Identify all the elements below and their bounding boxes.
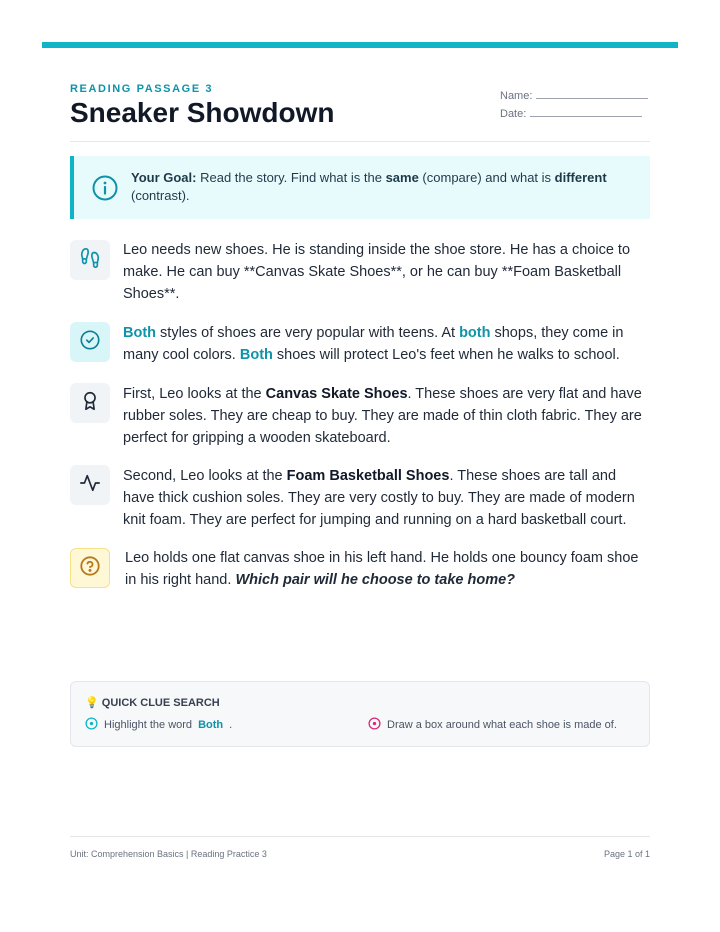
paragraph-icon-box (70, 548, 110, 588)
activity-icon (79, 472, 101, 499)
text-part: shoes will protect Leo's feet when he walks to school. (272, 347, 620, 363)
keyword-both: Both (239, 347, 273, 363)
footprints-icon (79, 247, 101, 274)
header-divider (70, 141, 650, 142)
clue-title-text: QUICK CLUE SEARCH (101, 697, 220, 709)
check-circle-icon (79, 329, 101, 356)
clue-keyword: Both (198, 719, 224, 731)
goal-callout (70, 156, 650, 219)
passage-label: READING PASSAGE 3 (70, 83, 214, 95)
question-circle-icon (79, 555, 101, 582)
paragraph-text: Leo needs new shoes. He is standing inside the shoe store. He has a choice to make. He can buy **Canvas Skate Shoes**, or he can buy **Foam Basketball Shoes**. (123, 242, 631, 302)
target-icon (368, 717, 381, 733)
footer-page: Page 1 of 1 (603, 849, 650, 859)
quick-clue-box (70, 681, 650, 747)
award-icon (79, 390, 101, 417)
text-part: . These shoes are very flat and have rubber soles. They are cheap to buy. They are made of thin cloth fabric. They are perfect for gripping a wooden skateboard. (123, 386, 642, 446)
footer-divider (70, 836, 650, 837)
lightbulb-icon: 💡 (85, 697, 99, 709)
name-label: Name: (500, 90, 533, 102)
keyword-both: Both (123, 325, 157, 341)
date-blank-line[interactable] (530, 106, 642, 117)
clue-title (85, 696, 220, 709)
paragraph-text (125, 547, 653, 591)
paragraph-text (123, 322, 651, 366)
canvas-shoes-bold: Canvas Skate Shoes (265, 386, 408, 402)
paragraph-icon-box (70, 383, 110, 423)
paragraph-icon-box (70, 240, 110, 280)
clue-item-end: . (229, 719, 233, 731)
clue-item-text: Draw a box around what each shoe is made of. (387, 719, 617, 731)
closing-question: Which pair will he choose to take home? (235, 572, 516, 588)
goal-text-part: Read the story. Find what is the (196, 170, 386, 185)
text-part: styles of shoes are very popular with teens. At (156, 325, 460, 341)
clue-item-box (368, 717, 617, 733)
paragraph-text (123, 383, 651, 449)
text-part: Leo holds one flat canvas shoe in his left hand. He holds one bouncy foam shoe in his right hand. (125, 550, 639, 588)
target-icon (85, 717, 98, 733)
text-part: First, Leo looks at the (123, 386, 266, 402)
text-part: shops, they come in many cool colors. (123, 325, 624, 363)
name-field[interactable] (500, 88, 648, 102)
clue-item-highlight (85, 717, 232, 733)
goal-text-part: (contrast). (131, 188, 190, 203)
paragraph-icon-box (70, 465, 110, 505)
footer-unit: Unit: Comprehension Basics | Reading Practice 3 (70, 849, 267, 859)
text-part: . These shoes are tall and have thick cushion soles. They are very costly to buy. They are made of modern knit foam. They are perfect for jumping and running on a hard basketball court. (123, 468, 635, 528)
goal-text-part: (compare) and what is (418, 170, 555, 185)
info-icon (92, 175, 118, 206)
clue-item-text: Highlight the word (104, 719, 193, 731)
keyword-both: both (459, 325, 491, 341)
date-label: Date: (500, 108, 527, 120)
name-blank-line[interactable] (536, 88, 648, 99)
goal-same: same (385, 170, 419, 185)
goal-lead: Your Goal: (131, 170, 197, 185)
goal-text (131, 169, 631, 205)
foam-shoes-bold: Foam Basketball Shoes (286, 468, 450, 484)
paragraph-text (123, 465, 651, 531)
date-field[interactable] (500, 106, 642, 120)
top-accent-bar (42, 42, 678, 48)
goal-different: different (554, 170, 607, 185)
text-part: Second, Leo looks at the (123, 468, 287, 484)
paragraph-icon-box (70, 322, 110, 362)
page-title: Sneaker Showdown (70, 97, 335, 128)
